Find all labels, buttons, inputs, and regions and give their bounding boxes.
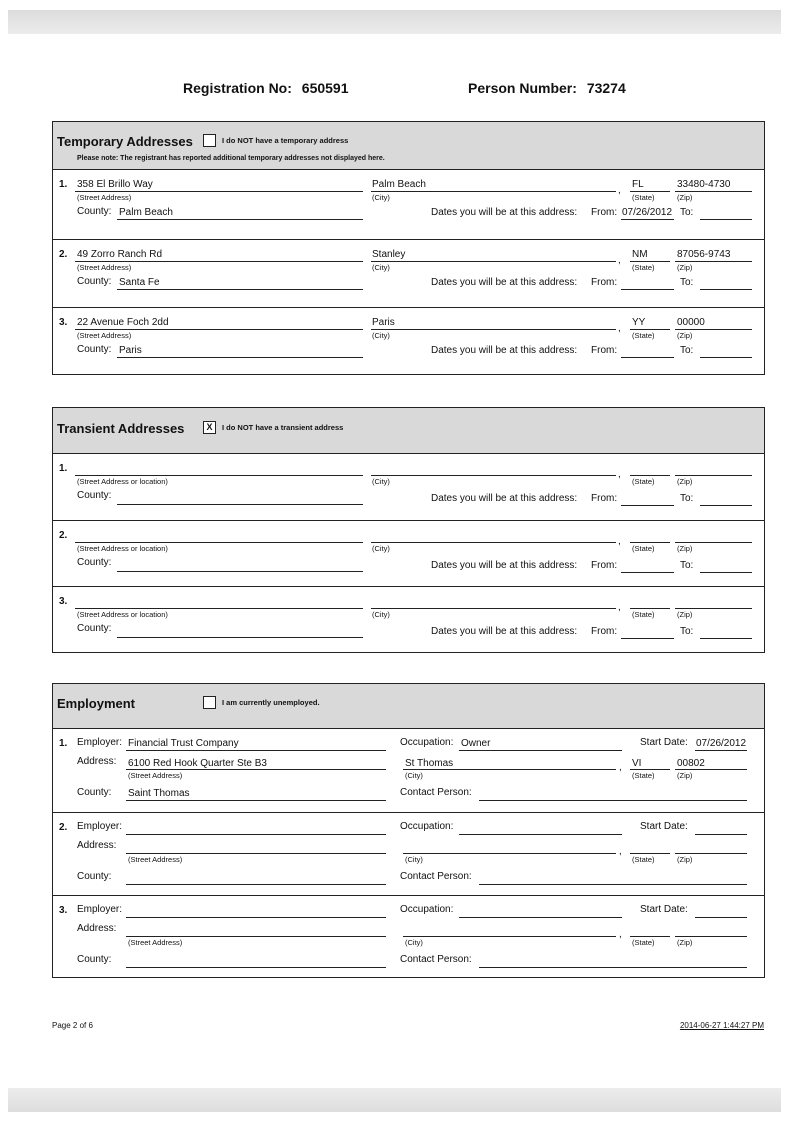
street-line bbox=[75, 329, 363, 330]
city-caption: (City) bbox=[372, 610, 390, 619]
state-line[interactable] bbox=[630, 936, 670, 937]
temporary-note: Please note: The registrant has reported additional temporary addresses not displayed here. bbox=[77, 155, 385, 162]
employment-title: Employment bbox=[57, 696, 136, 711]
city-caption: (City) bbox=[372, 544, 390, 553]
street-value: 358 El Brillo Way bbox=[77, 179, 153, 190]
employment-header bbox=[53, 684, 764, 729]
contact-person-label: Contact Person: bbox=[400, 787, 472, 798]
person-number bbox=[468, 80, 626, 96]
temporary-header bbox=[53, 122, 764, 170]
county-label: County: bbox=[77, 787, 112, 798]
to-line[interactable] bbox=[700, 505, 752, 506]
start-date-label: Start Date: bbox=[640, 737, 688, 748]
comma: , bbox=[618, 602, 621, 613]
from-label: From: bbox=[591, 345, 618, 356]
temporary-addresses-section bbox=[52, 121, 765, 375]
to-line[interactable] bbox=[700, 357, 752, 358]
city-value: Palm Beach bbox=[372, 179, 426, 190]
dates-label: Dates you will be at this address: bbox=[431, 560, 578, 571]
employer-line[interactable] bbox=[126, 834, 386, 835]
registration-label: Registration No: bbox=[183, 80, 292, 96]
county-value: Saint Thomas bbox=[128, 788, 190, 799]
zip-line[interactable] bbox=[675, 936, 747, 937]
county-line[interactable] bbox=[117, 219, 363, 220]
transient-row bbox=[53, 454, 764, 520]
occupation-line[interactable] bbox=[459, 917, 622, 918]
zip-caption: (Zip) bbox=[677, 771, 693, 780]
transient-addresses-section bbox=[52, 407, 765, 653]
county-label: County: bbox=[77, 557, 112, 568]
employer-line[interactable] bbox=[126, 750, 386, 751]
from-line[interactable] bbox=[621, 505, 674, 506]
transient-rows bbox=[53, 454, 764, 652]
comma: , bbox=[619, 929, 622, 940]
county-label: County: bbox=[77, 344, 112, 355]
start-date-line[interactable] bbox=[695, 917, 747, 918]
county-label: County: bbox=[77, 206, 112, 217]
city-caption: (City) bbox=[372, 331, 390, 340]
address-label: Address: bbox=[77, 923, 117, 934]
county-line[interactable] bbox=[117, 637, 363, 638]
zip-value: 33480-4730 bbox=[677, 179, 731, 190]
street-caption: (Street Address or location) bbox=[77, 544, 168, 553]
street-value: 6100 Red Hook Quarter Ste B3 bbox=[128, 758, 267, 769]
city-caption: (City) bbox=[405, 771, 423, 780]
page-number: Page 2 of 6 bbox=[52, 1021, 93, 1030]
occupation-label: Occupation: bbox=[400, 737, 454, 748]
row-number: 2. bbox=[59, 530, 68, 541]
row-number: 3. bbox=[59, 317, 68, 328]
employer-label: Employer: bbox=[77, 821, 123, 832]
street-line[interactable] bbox=[75, 608, 363, 609]
state-caption: (State) bbox=[632, 610, 655, 619]
street-caption: (Street Address) bbox=[128, 938, 183, 947]
row-number: 3. bbox=[59, 596, 68, 607]
street-line[interactable] bbox=[126, 936, 386, 937]
transient-title: Transient Addresses bbox=[57, 421, 185, 436]
state-caption: (State) bbox=[632, 855, 655, 864]
state-value: YY bbox=[632, 317, 646, 328]
from-line[interactable] bbox=[621, 219, 674, 220]
state-value: VI bbox=[632, 758, 642, 769]
to-label: To: bbox=[680, 493, 694, 504]
row-number: 1. bbox=[59, 463, 68, 474]
state-line[interactable] bbox=[630, 608, 670, 609]
zip-caption: (Zip) bbox=[677, 263, 693, 272]
zip-caption: (Zip) bbox=[677, 477, 693, 486]
row-number: 1. bbox=[59, 738, 68, 749]
employment-row bbox=[53, 729, 764, 812]
city-line[interactable] bbox=[371, 542, 616, 543]
address-label: Address: bbox=[77, 756, 117, 767]
street-value: 22 Avenue Foch 2dd bbox=[77, 317, 169, 328]
zip-caption: (Zip) bbox=[677, 855, 693, 864]
county-line[interactable] bbox=[117, 504, 363, 505]
to-line[interactable] bbox=[700, 219, 752, 220]
occupation-line[interactable] bbox=[459, 834, 622, 835]
temporary-rows bbox=[53, 170, 764, 374]
person-label: Person Number: bbox=[468, 80, 577, 96]
state-value: NM bbox=[632, 249, 648, 260]
city-value: Paris bbox=[372, 317, 395, 328]
street-line[interactable] bbox=[126, 769, 386, 770]
street-caption: (Street Address or location) bbox=[77, 477, 168, 486]
state-caption: (State) bbox=[632, 771, 655, 780]
zip-line[interactable] bbox=[675, 261, 752, 262]
state-line[interactable] bbox=[630, 542, 670, 543]
unemployed-checkbox[interactable] bbox=[203, 696, 216, 709]
from-label: From: bbox=[591, 207, 618, 218]
start-date-line[interactable] bbox=[695, 834, 747, 835]
temporary-row bbox=[53, 307, 764, 374]
county-label: County: bbox=[77, 871, 112, 882]
street-caption: (Street Address) bbox=[128, 855, 183, 864]
occupation-label: Occupation: bbox=[400, 821, 454, 832]
start-date-label: Start Date: bbox=[640, 904, 688, 915]
start-date-label: Start Date: bbox=[640, 821, 688, 832]
transient-row bbox=[53, 586, 764, 652]
county-label: County: bbox=[77, 276, 112, 287]
from-line[interactable] bbox=[621, 572, 674, 573]
temporary-row bbox=[53, 239, 764, 307]
city-line[interactable] bbox=[403, 769, 616, 770]
city-value: St Thomas bbox=[405, 758, 454, 769]
zip-value: 00802 bbox=[677, 758, 705, 769]
county-line[interactable] bbox=[117, 289, 363, 290]
zip-caption: (Zip) bbox=[677, 610, 693, 619]
dates-label: Dates you will be at this address: bbox=[431, 207, 578, 218]
row-number: 1. bbox=[59, 179, 68, 190]
start-date-line[interactable] bbox=[695, 750, 747, 751]
to-line[interactable] bbox=[700, 638, 752, 639]
street-caption: (Street Address) bbox=[77, 263, 132, 272]
from-label: From: bbox=[591, 493, 618, 504]
county-value: Palm Beach bbox=[119, 207, 173, 218]
state-caption: (State) bbox=[632, 263, 655, 272]
registration-number bbox=[183, 80, 349, 96]
employer-label: Employer: bbox=[77, 737, 123, 748]
comma: , bbox=[618, 185, 621, 196]
state-caption: (State) bbox=[632, 477, 655, 486]
zip-caption: (Zip) bbox=[677, 331, 693, 340]
to-label: To: bbox=[680, 277, 694, 288]
transient-header bbox=[53, 408, 764, 454]
zip-line[interactable] bbox=[675, 191, 752, 192]
county-line[interactable] bbox=[117, 357, 363, 358]
zip-line[interactable] bbox=[675, 769, 747, 770]
row-number: 2. bbox=[59, 249, 68, 260]
occupation-line[interactable] bbox=[459, 750, 622, 751]
county-line[interactable] bbox=[126, 884, 386, 885]
zip-line[interactable] bbox=[675, 329, 752, 330]
zip-caption: (Zip) bbox=[677, 544, 693, 553]
dates-label: Dates you will be at this address: bbox=[431, 277, 578, 288]
city-caption: (City) bbox=[372, 477, 390, 486]
from-line[interactable] bbox=[621, 289, 674, 290]
employment-section bbox=[52, 683, 765, 978]
employment-row bbox=[53, 895, 764, 977]
state-caption: (State) bbox=[632, 544, 655, 553]
zip-line[interactable] bbox=[675, 608, 752, 609]
temporary-row bbox=[53, 170, 764, 239]
street-line[interactable] bbox=[126, 853, 386, 854]
state-line[interactable] bbox=[630, 475, 670, 476]
zip-line[interactable] bbox=[675, 475, 752, 476]
contact-person-line[interactable] bbox=[479, 967, 747, 968]
temporary-title: Temporary Addresses bbox=[57, 134, 193, 149]
from-label: From: bbox=[591, 277, 618, 288]
county-label: County: bbox=[77, 954, 112, 965]
city-value: Stanley bbox=[372, 249, 406, 260]
state-value: FL bbox=[632, 179, 644, 190]
street-caption: (Street Address or location) bbox=[77, 610, 168, 619]
employer-label: Employer: bbox=[77, 904, 123, 915]
zip-value: 87056-9743 bbox=[677, 249, 731, 260]
from-line[interactable] bbox=[621, 357, 674, 358]
employer-line[interactable] bbox=[126, 917, 386, 918]
street-caption: (Street Address) bbox=[128, 771, 183, 780]
scan-edge-bottom bbox=[8, 1088, 781, 1112]
street-line bbox=[75, 261, 363, 262]
state-caption: (State) bbox=[632, 938, 655, 947]
dates-label: Dates you will be at this address: bbox=[431, 345, 578, 356]
county-value: Santa Fe bbox=[119, 277, 160, 288]
street-line[interactable] bbox=[75, 475, 363, 476]
transient-row bbox=[53, 520, 764, 586]
comma: , bbox=[619, 846, 622, 857]
employment-rows bbox=[53, 729, 764, 977]
to-label: To: bbox=[680, 207, 694, 218]
city-line[interactable] bbox=[371, 329, 616, 330]
person-value: 73274 bbox=[586, 80, 626, 96]
state-caption: (State) bbox=[632, 193, 655, 202]
city-caption: (City) bbox=[372, 263, 390, 272]
row-number: 3. bbox=[59, 905, 68, 916]
city-line[interactable] bbox=[371, 475, 616, 476]
no-temporary-checkbox[interactable] bbox=[203, 134, 216, 147]
no-transient-label: I do NOT have a transient address bbox=[222, 423, 344, 432]
comma: , bbox=[619, 762, 622, 773]
from-label: From: bbox=[591, 626, 618, 637]
street-caption: (Street Address) bbox=[77, 331, 132, 340]
city-caption: (City) bbox=[405, 938, 423, 947]
state-line[interactable] bbox=[630, 769, 670, 770]
county-line[interactable] bbox=[126, 967, 386, 968]
from-line[interactable] bbox=[621, 638, 674, 639]
unemployed-label: I am currently unemployed. bbox=[222, 698, 320, 707]
county-value: Paris bbox=[119, 345, 142, 356]
street-line[interactable] bbox=[75, 542, 363, 543]
county-label: County: bbox=[77, 623, 112, 634]
to-line[interactable] bbox=[700, 572, 752, 573]
contact-person-line[interactable] bbox=[479, 884, 747, 885]
county-line[interactable] bbox=[117, 571, 363, 572]
start-date-value: 07/26/2012 bbox=[696, 738, 747, 749]
from-label: From: bbox=[591, 560, 618, 571]
comma: , bbox=[618, 323, 621, 334]
contact-person-label: Contact Person: bbox=[400, 871, 472, 882]
dates-label: Dates you will be at this address: bbox=[431, 493, 578, 504]
street-line bbox=[75, 191, 363, 192]
street-value: 49 Zorro Ranch Rd bbox=[77, 249, 163, 260]
row-number: 2. bbox=[59, 822, 68, 833]
state-line[interactable] bbox=[630, 261, 670, 262]
from-value: 07/26/2012 bbox=[622, 207, 673, 218]
to-line[interactable] bbox=[700, 289, 752, 290]
comma: , bbox=[618, 536, 621, 547]
zip-caption: (Zip) bbox=[677, 938, 693, 947]
print-timestamp: 2014-06-27 1:44:27 PM bbox=[679, 1021, 764, 1030]
employment-row bbox=[53, 812, 764, 895]
street-caption: (Street Address) bbox=[77, 193, 132, 202]
to-label: To: bbox=[680, 560, 694, 571]
city-line[interactable] bbox=[371, 608, 616, 609]
state-line[interactable] bbox=[630, 329, 670, 330]
registration-value: 650591 bbox=[301, 80, 349, 96]
city-line[interactable] bbox=[371, 191, 616, 192]
dates-label: Dates you will be at this address: bbox=[431, 626, 578, 637]
zip-line[interactable] bbox=[675, 542, 752, 543]
county-line[interactable] bbox=[126, 800, 386, 801]
city-caption: (City) bbox=[405, 855, 423, 864]
contact-person-line[interactable] bbox=[479, 800, 747, 801]
county-label: County: bbox=[77, 490, 112, 501]
state-line[interactable] bbox=[630, 191, 670, 192]
employer-value: Financial Trust Company bbox=[128, 738, 239, 749]
to-label: To: bbox=[680, 345, 694, 356]
city-line[interactable] bbox=[403, 853, 616, 854]
to-label: To: bbox=[680, 626, 694, 637]
contact-person-label: Contact Person: bbox=[400, 954, 472, 965]
address-label: Address: bbox=[77, 840, 117, 851]
no-transient-checkbox[interactable]: X bbox=[203, 421, 216, 434]
no-temporary-label: I do NOT have a temporary address bbox=[222, 136, 349, 145]
city-line[interactable] bbox=[403, 936, 616, 937]
comma: , bbox=[618, 255, 621, 266]
state-line[interactable] bbox=[630, 853, 670, 854]
comma: , bbox=[618, 469, 621, 480]
city-caption: (City) bbox=[372, 193, 390, 202]
zip-value: 00000 bbox=[677, 317, 705, 328]
state-caption: (State) bbox=[632, 331, 655, 340]
scan-edge-top bbox=[8, 10, 781, 34]
occupation-label: Occupation: bbox=[400, 904, 454, 915]
zip-line[interactable] bbox=[675, 853, 747, 854]
occupation-value: Owner bbox=[461, 738, 491, 749]
city-line[interactable] bbox=[371, 261, 616, 262]
zip-caption: (Zip) bbox=[677, 193, 693, 202]
